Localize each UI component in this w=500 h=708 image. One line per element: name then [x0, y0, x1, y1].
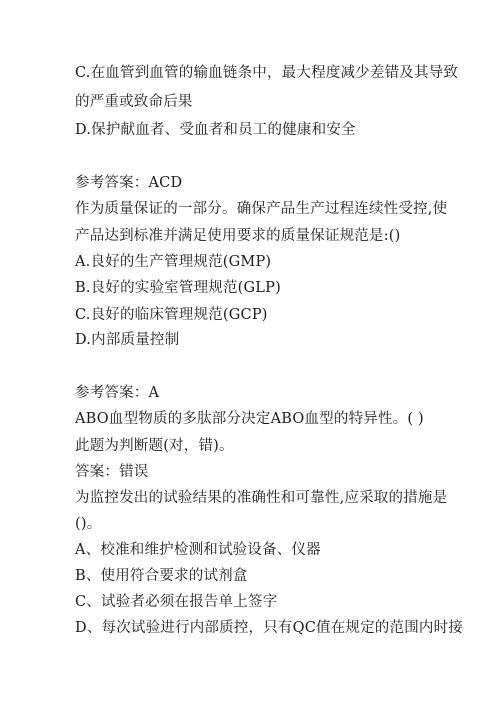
question-option-d: D.内部质量控制	[75, 332, 180, 348]
question-stem: 作为质量保证的一部分。确保产品生产过程连续性受控,使	[75, 201, 448, 217]
answer-line: 参考答案：ACD	[75, 175, 183, 191]
question-option-a: A.良好的生产管理规范(GMP)	[75, 254, 272, 270]
question-stem-continued: ()。	[75, 516, 102, 532]
question-stem: 为监控发出的试验结果的准确性和可靠性,应采取的措施是	[75, 490, 448, 506]
question-option-d: D、每次试验进行内部质控，只有QC值在规定的范围内时接	[75, 620, 464, 636]
question-option-b: B、使用符合要求的试剂盒	[75, 568, 248, 584]
question-option-c: C.在血管到血管的输血链条中，最大程度减少差错及其导致	[75, 65, 459, 81]
question-option-c: C、试验者必须在报告单上签字	[75, 594, 278, 610]
question-stem-continued: 产品达到标准并满足使用要求的质量保证规范是:()	[75, 228, 401, 244]
question-option-c: C.良好的临床管理规范(GCP)	[75, 307, 268, 323]
answer-line: 答案：错误	[75, 464, 149, 480]
question-option-b: B.良好的实验室管理规范(GLP)	[75, 280, 281, 296]
question-stem: ABO血型物质的多肽部分决定ABO血型的特异性。( )	[75, 411, 424, 427]
question-type-note: 此题为判断题(对，错)。	[75, 438, 234, 454]
question-option-d: D.保护献血者、受血者和员工的健康和安全	[75, 122, 356, 138]
question-option-c-continued: 的严重或致命后果	[75, 94, 193, 110]
question-option-a: A、校准和维护检测和试验设备、仪器	[75, 542, 321, 558]
answer-line: 参考答案：A	[75, 385, 160, 401]
